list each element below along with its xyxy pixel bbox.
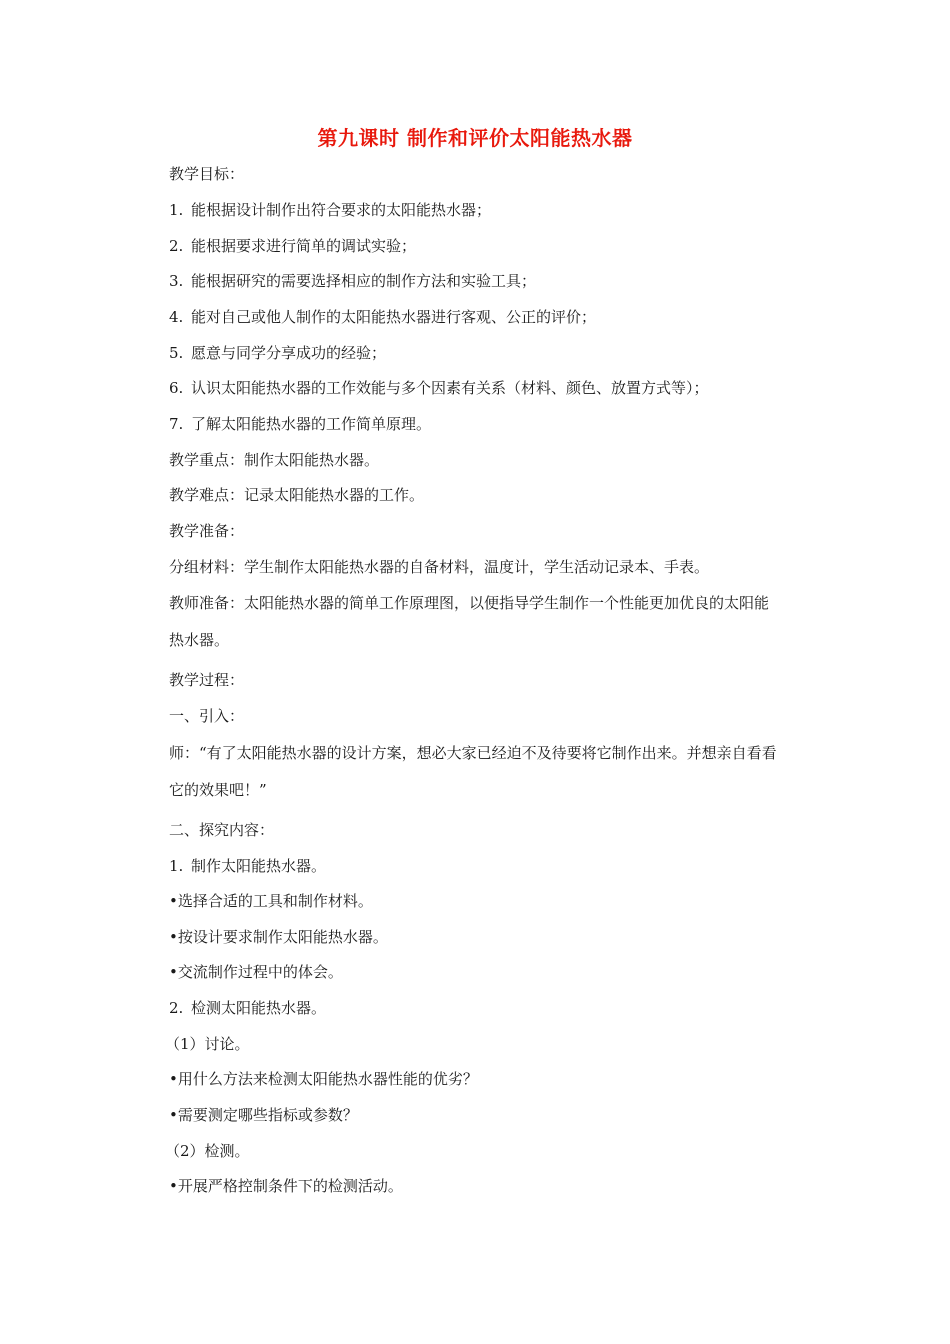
objective-number: 6.: [169, 379, 184, 397]
bullet-item: •按设计要求制作太阳能热水器。: [169, 928, 388, 946]
step-number: 2.: [169, 999, 184, 1017]
objective-text: 能根据设计制作出符合要求的太阳能热水器；: [191, 201, 492, 219]
objective-item: [169, 271, 536, 291]
sub-step: （2）检测。: [165, 1142, 250, 1160]
bullet-item: •开展严格控制条件下的检测活动。: [169, 1177, 403, 1195]
objective-text: 能根据要求进行简单的调试实验；: [191, 237, 417, 255]
section-intro-text: 师：“有了太阳能热水器的设计方案，想必大家已经迫不及待要将它制作出来。并想亲自看看它的效果吧！”: [169, 744, 777, 799]
key-point: 教学重点：制作太阳能热水器。: [169, 451, 380, 469]
objective-text: 了解太阳能热水器的工作简单原理。: [191, 415, 432, 433]
objective-item: [169, 378, 709, 398]
section-heading: 二、探究内容：: [169, 821, 275, 839]
objective-item: [169, 414, 431, 434]
teacher-preparation: 教师准备：太阳能热水器的简单工作原理图，以便指导学生制作一个性能更加优良的太阳能热水器。: [169, 594, 770, 649]
document-title: 第九课时 制作和评价太阳能热水器: [317, 126, 633, 150]
objective-item: [169, 200, 491, 220]
bullet-item: •需要测定哪些指标或参数？: [169, 1106, 358, 1124]
preparation-heading: 教学准备：: [169, 522, 245, 540]
objective-text: 能对自己或他人制作的太阳能热水器进行客观、公正的评价；: [191, 308, 597, 326]
objective-number: 5.: [169, 344, 184, 362]
bullet-item: •交流制作过程中的体会。: [169, 963, 343, 981]
step-item: [169, 856, 326, 876]
objective-number: 1.: [169, 201, 184, 219]
objective-item: [169, 343, 386, 363]
step-text: 检测太阳能热水器。: [191, 999, 327, 1017]
difficulty: 教学难点：记录太阳能热水器的工作。: [169, 486, 425, 504]
objective-number: 3.: [169, 272, 184, 290]
process-heading: 教学过程：: [169, 671, 245, 689]
group-materials: 分组材料：学生制作太阳能热水器的自备材料，温度计，学生活动记录本、手表。: [169, 558, 710, 576]
objective-item: [169, 236, 416, 256]
objective-number: 7.: [169, 415, 184, 433]
objective-text: 认识太阳能热水器的工作效能与多个因素有关系（材料、颜色、放置方式等）；: [191, 379, 709, 397]
objectives-heading: 教学目标：: [169, 165, 245, 183]
objective-number: 2.: [169, 237, 184, 255]
bullet-item: •选择合适的工具和制作材料。: [169, 892, 373, 910]
section-heading: 一、引入：: [169, 707, 245, 725]
objective-text: 能根据研究的需要选择相应的制作方法和实验工具；: [191, 272, 537, 290]
bullet-item: •用什么方法来检测太阳能热水器性能的优劣？: [169, 1070, 478, 1088]
objective-item: [169, 307, 596, 327]
objective-text: 愿意与同学分享成功的经验；: [191, 344, 387, 362]
step-item: [169, 998, 326, 1018]
objective-number: 4.: [169, 308, 184, 326]
step-number: 1.: [169, 857, 184, 875]
sub-step: （1）讨论。: [165, 1035, 250, 1053]
step-text: 制作太阳能热水器。: [191, 857, 327, 875]
